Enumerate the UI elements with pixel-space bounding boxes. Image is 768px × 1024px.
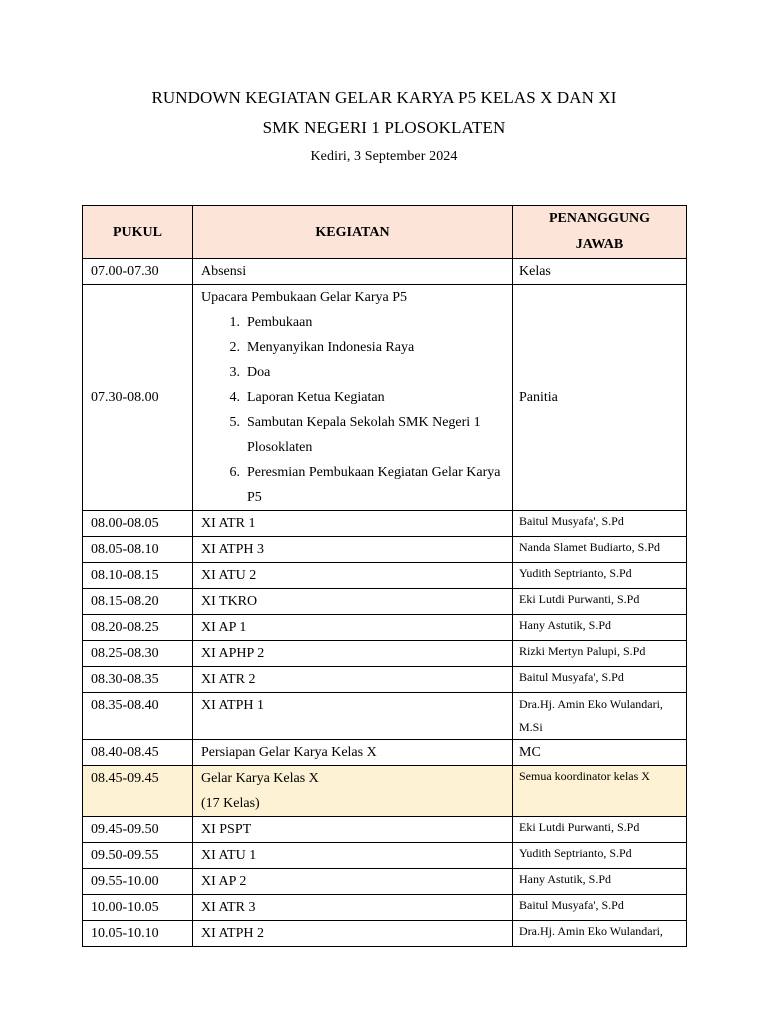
pic-cell: Baitul Musyafa', S.Pd: [513, 667, 687, 693]
time-cell: 08.40-08.45: [83, 740, 193, 766]
activity-cell: XI ATPH 3: [193, 537, 513, 563]
table-row: [83, 843, 687, 869]
time-cell: 09.50-09.55: [83, 843, 193, 869]
pic-cell: Baitul Musyafa', S.Pd: [513, 895, 687, 921]
activity-cell: XI APHP 2: [193, 641, 513, 667]
table-row: [83, 615, 687, 641]
pic-cell: Eki Lutdi Purwanti, S.Pd: [513, 589, 687, 615]
pic-cell: Hany Astutik, S.Pd: [513, 869, 687, 895]
pic-cell: Eki Lutdi Purwanti, S.Pd: [513, 817, 687, 843]
activity-cell: XI ATPH 1: [193, 693, 513, 740]
pic-line: M.Si: [519, 720, 543, 734]
table-row-ceremony: [83, 285, 687, 511]
step-number: 2.: [229, 340, 240, 355]
pic-cell: [513, 693, 687, 740]
column-header-kegiatan: KEGIATAN: [193, 206, 513, 259]
rundown-table: [82, 205, 687, 947]
time-cell: 09.55-10.00: [83, 869, 193, 895]
table-row: [83, 259, 687, 285]
time-cell: 08.00-08.05: [83, 511, 193, 537]
time-cell: 08.35-08.40: [83, 693, 193, 740]
table-row: [83, 817, 687, 843]
pic-cell: Kelas: [513, 259, 687, 285]
pic-line: Dra.Hj. Amin Eko Wulandari,: [519, 697, 663, 711]
pic-cell: Panitia: [513, 285, 687, 511]
activity-line: Gelar Karya Kelas X: [201, 771, 319, 786]
pic-cell: MC: [513, 740, 687, 766]
pic-cell: Baitul Musyafa', S.Pd: [513, 511, 687, 537]
activity-cell: XI AP 2: [193, 869, 513, 895]
table-row: [83, 537, 687, 563]
step-text: Peresmian Pembukaan Kegiatan Gelar Karya P5: [247, 465, 501, 505]
step-text: Doa: [247, 365, 271, 380]
time-cell: 08.10-08.15: [83, 563, 193, 589]
table-row: [83, 693, 687, 740]
pic-cell: Semua koordinator kelas X: [513, 766, 687, 817]
table-row: [83, 563, 687, 589]
time-cell: 08.45-09.45: [83, 766, 193, 817]
pic-cell: Hany Astutik, S.Pd: [513, 615, 687, 641]
time-cell: 10.00-10.05: [83, 895, 193, 921]
table-row: [83, 740, 687, 766]
pic-cell: Nanda Slamet Budiarto, S.Pd: [513, 537, 687, 563]
ceremony-step-item: [201, 385, 506, 410]
activity-cell: [193, 285, 513, 511]
pic-cell: Yudith Septrianto, S.Pd: [513, 843, 687, 869]
activity-cell: XI ATPH 2: [193, 921, 513, 947]
place-date: Kediri, 3 September 2024: [310, 149, 458, 164]
table-row: [83, 589, 687, 615]
time-cell: 08.20-08.25: [83, 615, 193, 641]
column-header-pj-line2: JAWAB: [575, 237, 624, 252]
ceremony-step-item: [201, 335, 506, 360]
time-cell: 08.25-08.30: [83, 641, 193, 667]
step-text: Laporan Ketua Kegiatan: [247, 390, 385, 405]
step-number: 6.: [229, 465, 240, 480]
activity-cell: Absensi: [193, 259, 513, 285]
ceremony-step-item: [201, 410, 506, 460]
activity-cell: XI PSPT: [193, 817, 513, 843]
table-row: [83, 667, 687, 693]
document-title: RUNDOWN KEGIATAN GELAR KARYA P5 KELAS X DAN XI: [151, 88, 617, 107]
activity-cell: XI ATR 3: [193, 895, 513, 921]
ceremony-step-item: [201, 310, 506, 335]
table-row: [83, 641, 687, 667]
time-cell: 07.00-07.30: [83, 259, 193, 285]
step-number: 4.: [229, 390, 240, 405]
ceremony-title: Upacara Pembukaan Gelar Karya P5: [201, 290, 408, 305]
time-cell: 08.30-08.35: [83, 667, 193, 693]
table-row: [83, 869, 687, 895]
pic-cell: Dra.Hj. Amin Eko Wulandari,: [513, 921, 687, 947]
pic-cell: Yudith Septrianto, S.Pd: [513, 563, 687, 589]
activity-cell: [193, 766, 513, 817]
column-header-penanggung-jawab: [513, 206, 687, 259]
activity-cell: XI ATU 1: [193, 843, 513, 869]
time-cell: 10.05-10.10: [83, 921, 193, 947]
table-row: [83, 511, 687, 537]
time-cell: 07.30-08.00: [83, 285, 193, 511]
step-text: Sambutan Kepala Sekolah SMK Negeri 1 Plosoklaten: [247, 415, 481, 455]
table-row: [83, 921, 687, 947]
table-row: [83, 895, 687, 921]
time-cell: 09.45-09.50: [83, 817, 193, 843]
time-cell: 08.05-08.10: [83, 537, 193, 563]
ceremony-step-item: [201, 460, 506, 510]
activity-cell: Persiapan Gelar Karya Kelas X: [193, 740, 513, 766]
school-name: SMK NEGERI 1 PLOSOKLATEN: [262, 118, 506, 137]
activity-line: (17 Kelas): [201, 796, 260, 811]
step-number: 5.: [229, 415, 240, 430]
column-header-pukul: PUKUL: [83, 206, 193, 259]
activity-cell: XI TKRO: [193, 589, 513, 615]
step-text: Menyanyikan Indonesia Raya: [247, 340, 415, 355]
activity-cell: XI AP 1: [193, 615, 513, 641]
table-header-row: [83, 206, 687, 259]
activity-cell: XI ATR 1: [193, 511, 513, 537]
table-row-highlight: [83, 766, 687, 817]
activity-cell: XI ATU 2: [193, 563, 513, 589]
column-header-pj-line1: PENANGGUNG: [548, 211, 651, 226]
ceremony-steps-list: [201, 310, 506, 510]
step-text: Pembukaan: [247, 315, 313, 330]
time-cell: 08.15-08.20: [83, 589, 193, 615]
step-number: 1.: [229, 315, 240, 330]
ceremony-step-item: [201, 360, 506, 385]
activity-cell: XI ATR 2: [193, 667, 513, 693]
step-number: 3.: [229, 365, 240, 380]
pic-cell: Rizki Mertyn Palupi, S.Pd: [513, 641, 687, 667]
